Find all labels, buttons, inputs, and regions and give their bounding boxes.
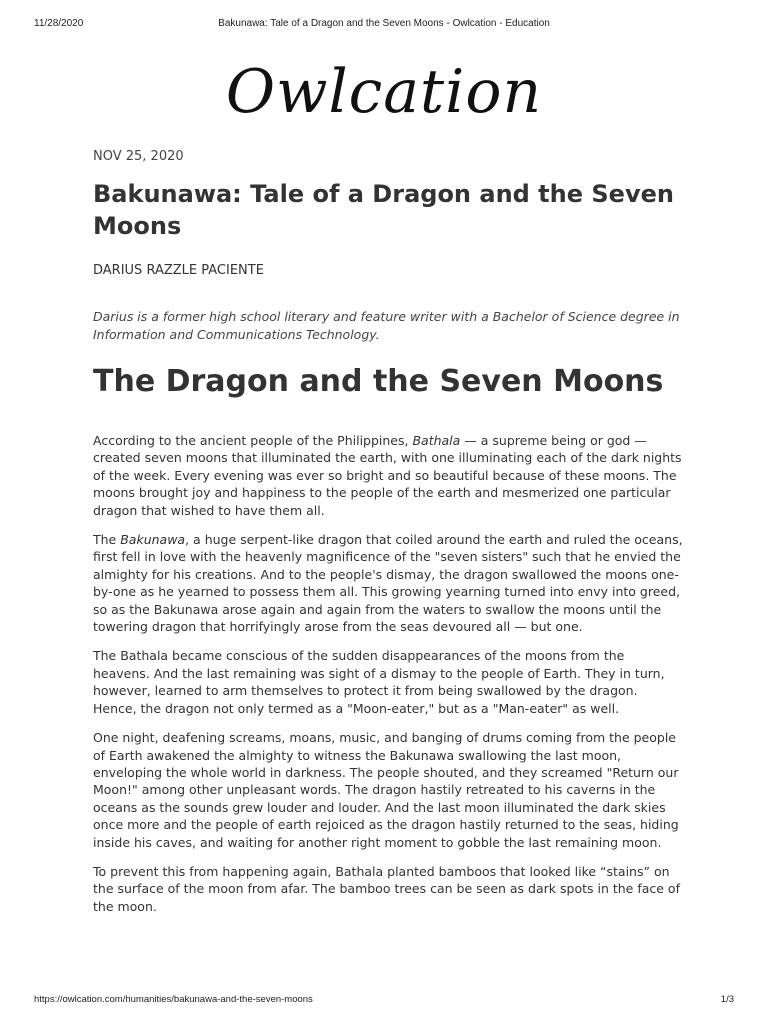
paragraph-text: — a supreme being or god — created seven moons that illuminated the earth, with one illuminating each of the dark nights of the week. Every evening was ever so bright and so beautiful because of these moons. The moons brought joy and happiness to the people of the earth and mesmerized one particular dragon that wished to have them all. xyxy=(93,433,682,518)
article-title: Bakunawa: Tale of a Dragon and the Seven Moons xyxy=(93,180,674,240)
paragraph xyxy=(93,531,683,635)
paragraph xyxy=(93,647,683,717)
paragraph-text: According to the ancient people of the Philippines, xyxy=(93,433,413,448)
page-number: 1/3 xyxy=(720,994,734,1005)
paragraph xyxy=(93,432,683,519)
paragraph xyxy=(93,729,683,851)
emphasis: Bathala xyxy=(412,433,461,448)
print-url[interactable]: https://owlcation.com/humanities/bakunawa-and-the-seven-moons xyxy=(34,994,313,1005)
article-body xyxy=(93,432,683,915)
paragraph-text: , a huge serpent-like dragon that coiled around the earth and ruled the oceans, first fell in love with the heavenly magnificence of the "seven sisters" such that he envied the almighty for his creations. And to the people's dismay, the dragon swallowed the moons one-by-one as he yearned to possess them all. This growing yearning turned into envy into greed, so as the Bakunawa arose again and again from the waters to swallow the moons until the towering dragon that horrifyingly arose from the seas devoured all — but one. xyxy=(93,532,683,635)
site-logo[interactable]: Owlcation xyxy=(225,57,543,127)
emphasis: Bakunawa xyxy=(120,532,186,548)
paragraph-text: One night, deafening screams, moans, music, and banging of drums coming from the people of Earth awakened the almighty to witness the Bakunawa swallowing the last moon, enveloping the whole world in darkness. The people shouted, and they screamed "Return our Moon!" among other unpleasant words. The dragon hastily retreated to his caverns in the oceans as the sounds grew louder and louder. And the last moon illuminated the dark skies once more and the people of earth rejoiced as the dragon hastily returned to the seas, hiding inside his caves, and waiting for another right moment to gobble the last remaining moon. xyxy=(93,730,679,850)
author-bio: Darius is a former high school literary and feature writer with a Bachelor of Science degree in Information and Communications Technology. xyxy=(93,309,680,342)
paragraph xyxy=(93,863,683,915)
paragraph-text: The Bathala became conscious of the sudden disappearances of the moons from the heavens. And the last remaining was sight of a dismay to the people of Earth. They in turn, however, learned to arm themselves to protect it from being swallowed by the dragon. Hence, the dragon not only termed as a "Moon-eater," but as a "Man-eater" as well. xyxy=(93,648,665,716)
print-date: 11/28/2020 xyxy=(34,18,84,29)
article-date: NOV 25, 2020 xyxy=(93,149,184,164)
author-name[interactable]: DARIUS RAZZLE PACIENTE xyxy=(93,263,264,278)
print-header xyxy=(0,18,768,32)
paragraph-text: To prevent this from happening again, Bathala planted bamboos that looked like “stains” on the surface of the moon from afar. The bamboo trees can be seen as dark spots in the face of the moon. xyxy=(93,863,680,914)
print-footer xyxy=(0,994,768,1008)
print-page-title: Bakunawa: Tale of a Dragon and the Seven Moons - Owlcation - Education xyxy=(218,18,550,29)
paragraph-text: The xyxy=(93,532,121,548)
article xyxy=(93,148,683,927)
section-heading: The Dragon and the Seven Moons xyxy=(93,364,664,399)
